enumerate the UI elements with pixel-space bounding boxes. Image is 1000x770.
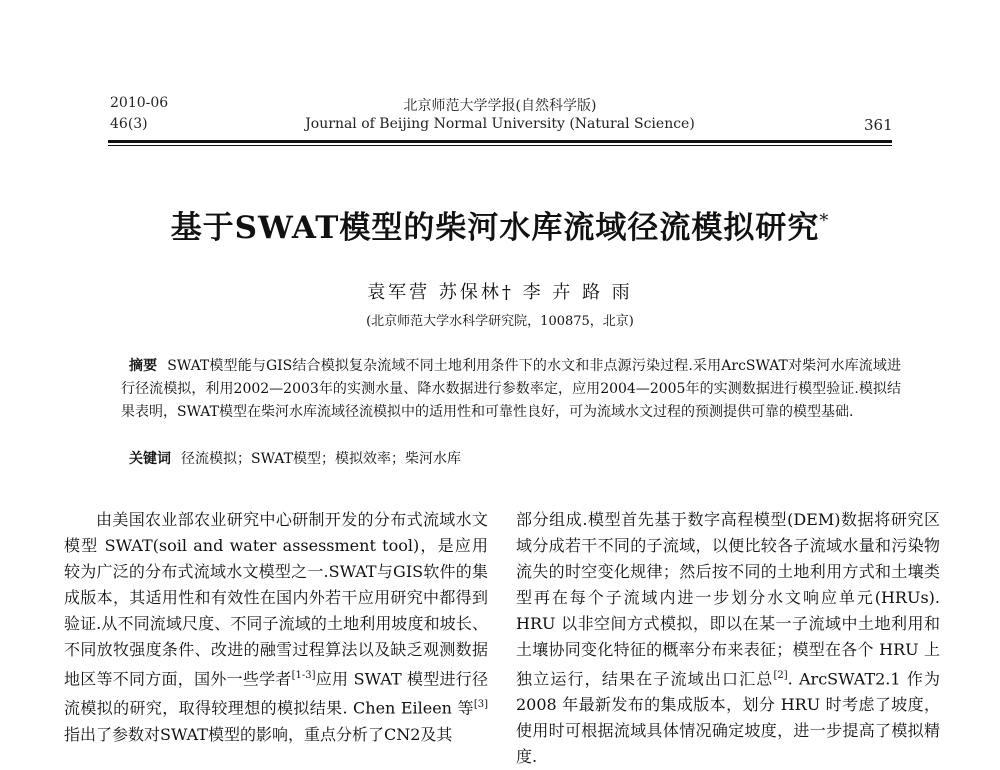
journal-title-en: Journal of Beijing Normal University (Natural Science) [305, 116, 695, 132]
body-paragraph [516, 507, 940, 770]
article-title [0, 202, 1000, 247]
body-text: . ArcSWAT2.1 作为 2008 年最新发布的集成版本，划分 HRU 时考虑了坡度，使用时可根据流域具体情况确定坡度，进一步提高了模拟精度. [516, 669, 940, 767]
body-text: 由美国农业部农业研究中心研制开发的分布式流域水文模型 SWAT(soil and water assessment tool)，是应用较为广泛的分布式流域水文模型之一.SWAT与GIS软件的集成版本，其适用性和有效性在国内外若干应用研究中都得到验证.从不同流域尺度、不同子流域的土地利用坡度和坡长、不同放牧强度条件、改进的融雪过程算法以及缺乏观测数据地区等不同方面，国外一些学者 [64, 510, 488, 689]
citation: [1-3] [291, 670, 316, 681]
affiliation: (北京师范大学水科学研究院，100875，北京) [366, 314, 634, 329]
keywords-text: 径流模拟；SWAT模型；模拟效率；柴河水库 [181, 451, 461, 467]
abstract-text: SWAT模型能与GIS结合模拟复杂流域不同土地利用条件下的水文和非点源污染过程.采用ArcSWAT对柴河水库流域进行径流模拟，利用2002—2003年的实测水量、降水数据进行参数率定，应用2004—2005年的实测数据进行模型验证.模拟结果表明，SWAT模型在柴河水库流域径流模拟中的适用性和可靠性良好，可为流域水文过程的预测提供可靠的模型基础. [121, 358, 902, 420]
author-list: 袁军营 苏保林† 李 卉 路 雨 [367, 282, 633, 303]
header-rule-thick [108, 140, 892, 143]
abstract [121, 355, 901, 424]
header-volume: 46(3) [110, 116, 148, 132]
citation: [3] [473, 699, 488, 711]
page-number: 361 [864, 116, 893, 134]
body-text: 部分组成.模型首先基于数字高程模型(DEM)数据将研究区域分成若干不同的子流域，以便比较各子流域水量和污染物流失的时空变化规律；然后按不同的土地利用方式和土壤类型再在每个子流域内进一步划分水文响应单元(HRUs). HRU 以非空间方式模拟，即以在某一子流域中土地利用和土壤协同变化特征的概率分布来表征；模型在各个 HRU 上独立运行，结果在子流域出口汇总 [516, 510, 940, 689]
body-text: 指出了参数对SWAT模型的影响，重点分析了CN2及其 [64, 724, 453, 744]
journal-title-cn: 北京师范大学学报(自然科学版) [403, 98, 597, 114]
header-date: 2010-06 [110, 95, 169, 111]
article-title-text: 基于SWAT模型的柴河水库流域径流模拟研究 [170, 210, 820, 246]
body-column-right [516, 507, 940, 770]
body-column-left [64, 507, 488, 748]
keywords [121, 448, 901, 471]
header-rule-thin [108, 145, 892, 146]
abstract-label: 摘要 [129, 358, 158, 374]
body-text: 应用 SWAT 模型进行径流模拟的研究，取得较理想的模拟结果. Chen Eileen 等 [64, 669, 488, 718]
keywords-label: 关键词 [129, 451, 171, 467]
citation: [2] [773, 670, 788, 681]
title-footnote-mark: * [819, 210, 830, 232]
body-paragraph [64, 507, 488, 748]
